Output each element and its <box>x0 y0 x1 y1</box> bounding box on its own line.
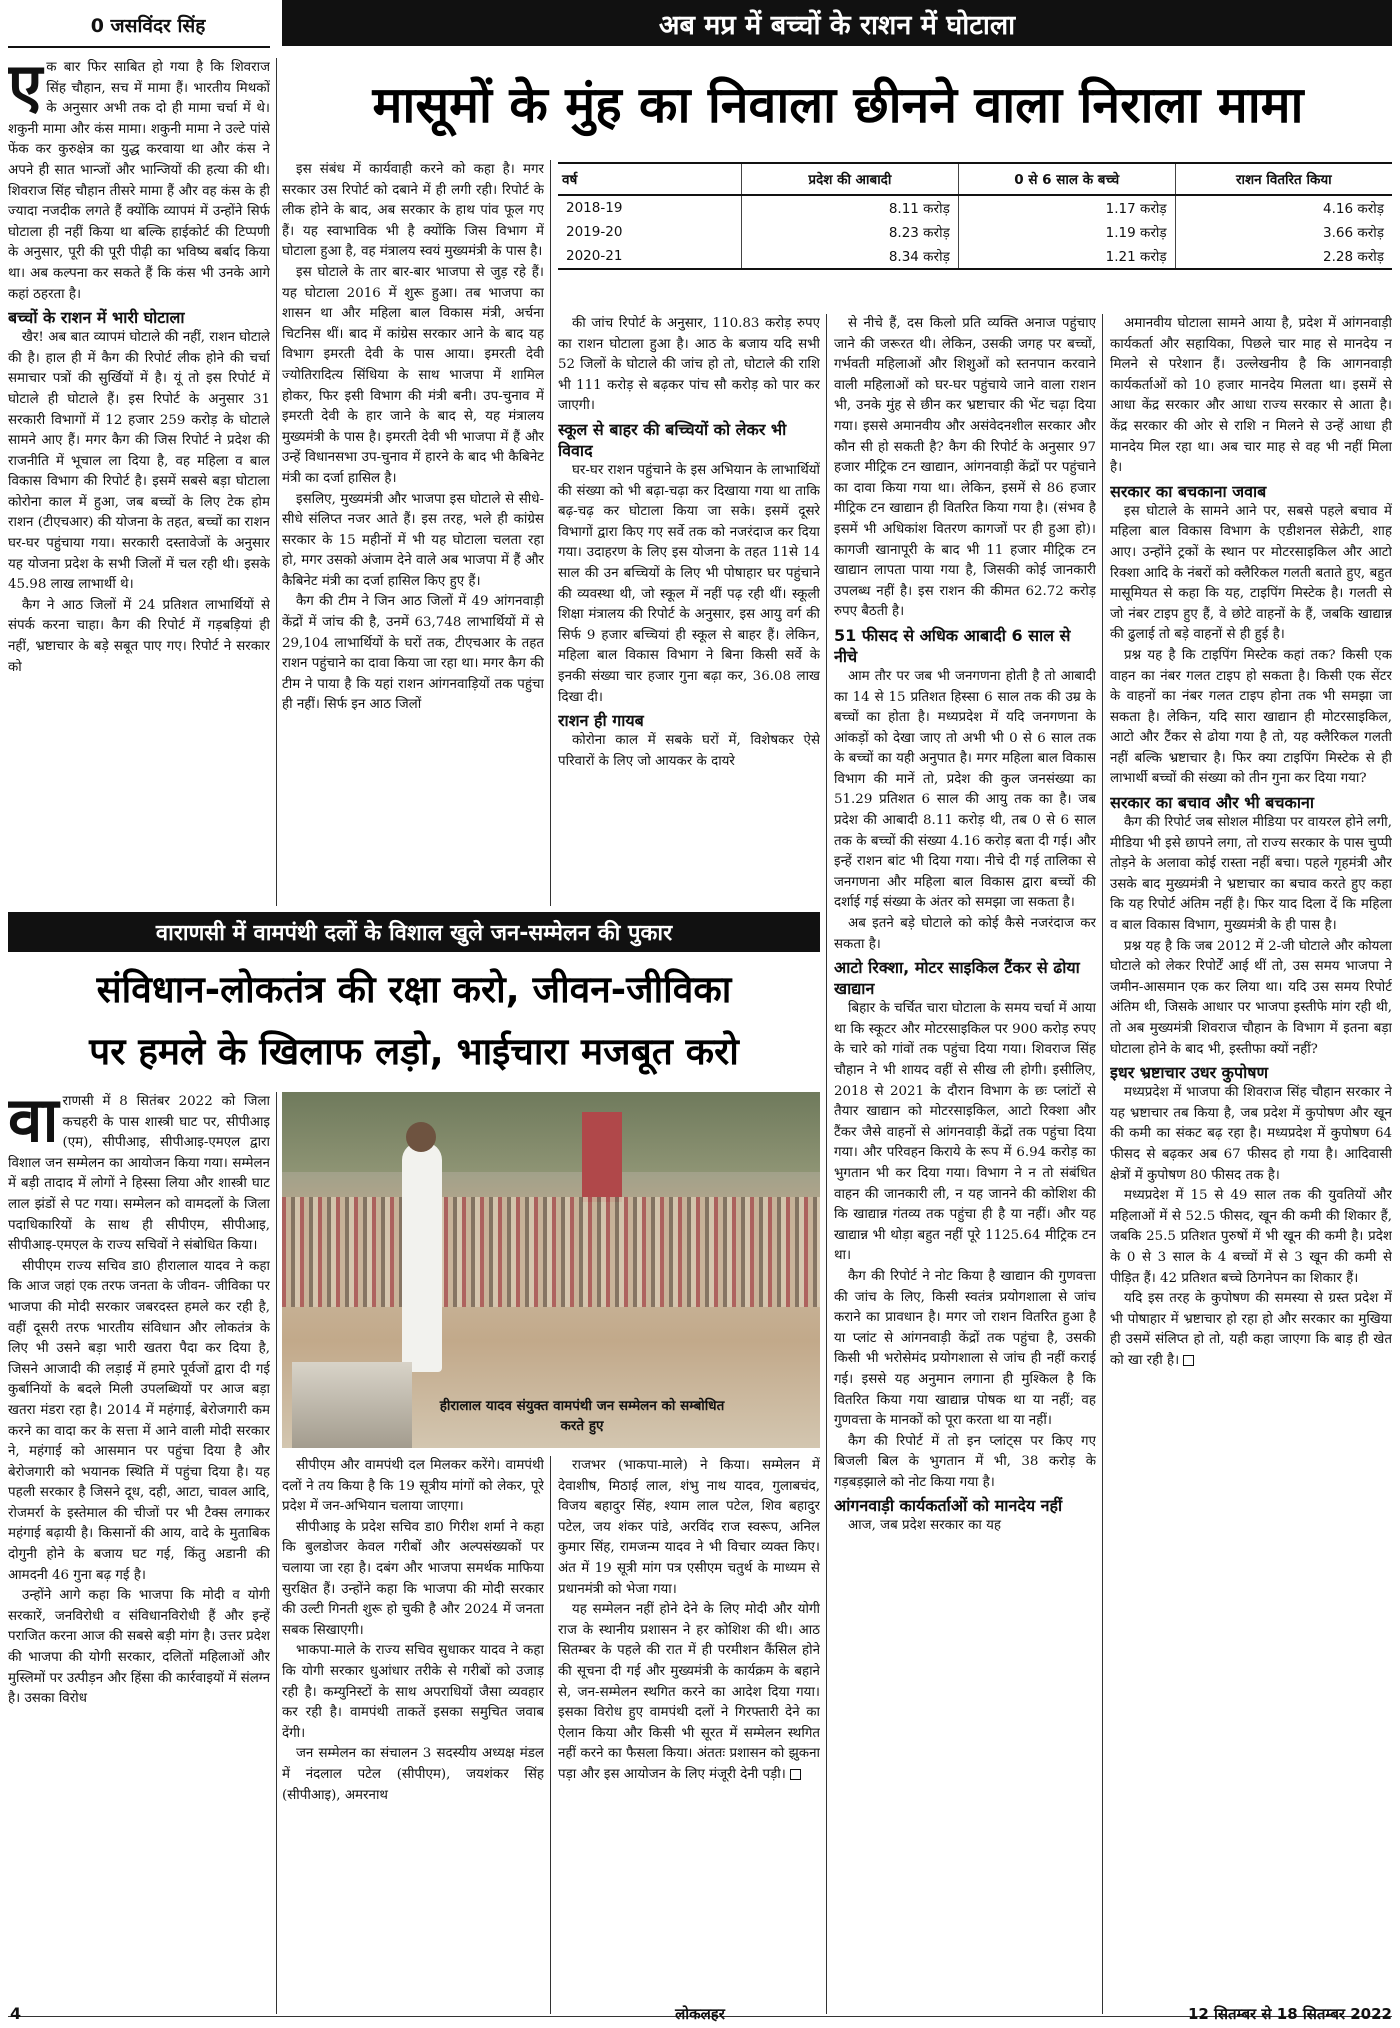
story1-col4-p6: कैग की रिपोर्ट में तो इन प्लांट्स पर किए गए बिजली बिल के भुगतान में भी, 38 करोड़ के गड़बड़झाले को नोट किया गया है। <box>834 1433 1096 1490</box>
table-cell: 2019-20 <box>558 220 741 244</box>
story1-col1-p2: खैर! अब बात व्यापमं घोटाले की नहीं, राशन घोटाले की है। हाल ही में कैग की रिपोर्ट लीक होने की चर्चा समाचार पत्रों की सुर्खियों में है। यूं तो इस रिपोर्ट में घोटाले ही घोटाले हैं। इस रिपोर्ट के अनुसार 31 सरकारी विभागों में 12 हजार 259 करोड़ के घोटाले सामने आए हैं। मगर कैग की जिस रिपोर्ट ने प्रदेश की राजनीति में भूचाल ला दिया है, वह महिला व बाल विकास विभाग की रिपोर्ट है। इसमें सबसे बड़ा घोटाला कोरोना काल में हुआ, जब बच्चों के लिए टेक होम राशन (टीएचआर) की योजना के तहत, बच्चों का राशन घर-घर पहुंचाया गया। सरकारी दस्तावेजों के अनुसार यह योजना प्रदेश के सभी जिलों में चल रही थी। इसके 45.98 लाख लाभार्थी थे। <box>8 330 270 593</box>
story1-col4-p5: कैग की रिपोर्ट ने नोट किया है खाद्यान की गुणवत्ता की जांच के लिए, किसी स्वतंत्र प्रयोगशाला से जांच कराने का प्रावधान है। मगर जो राशन वितरित हुआ है या प्लांट से आंगनवाड़ी केंद्रों तक पहुंचा है, उसकी किसी भी भरोसेमंद प्रयोगशाला से जांच ही नहीं कराई गई। इससे यह अनुमान लगाना ही मुश्किल है कि वितरित किया गया खाद्यान्न पोषक था या नहीं; वह गुणवत्ता के मानकों को पूरा करता था या नहीं। <box>834 1268 1096 1429</box>
story1-kicker: अब मप्र में बच्चों के राशन में घोटाला <box>658 9 1016 41</box>
table-cell: 3.66 करोड़ <box>1323 225 1384 241</box>
story1-col2-p4: कैग की टीम ने जिन आठ जिलों में 49 आंगनवाड़ी केंद्रों में जांच की है, उनमें 63,748 लाभार्थियों में से 29,104 लाभार्थियों के घरों तक, टीएचआर के तहत राशन पहुंचाने का दावा किया जा रहा था। मगर कैग की टीम ने पाया है कि यहां राशन आंगनवाड़ियों तक पहुंचा ही नहीं। सिर्फ इन आठ जिलों <box>282 594 544 713</box>
table-cell: 1.17 करोड़ <box>958 195 1175 220</box>
col-rule <box>550 1456 551 2014</box>
story1-subhead-9: इधर भ्रष्टाचार उधर कुपोषण <box>1110 1063 1269 1083</box>
col-rule <box>1102 314 1103 2014</box>
story1-subhead-6: आंगनवाड़ी कार्यकर्ताओं को मानदेय नहीं <box>834 1496 1063 1516</box>
col-rule <box>276 1092 277 2014</box>
story2-col3-p2: यह सम्मेलन नहीं होने देने के लिए मोदी और योगी राज के स्थानीय प्रशासन ने हर कोशिश की थी। आठ सितम्बर के पहले की रात में ही परमीशन कैंसिल होने की सूचना दी गई और मुख्यमंत्री के कार्यक्रम के बहाने से, जन-सम्मेलन स्थगित करने का आदेश दिया गया। इसका विरोध हुए वामपंथी दलों ने गिरफ्तारी देने का ऐलान किया और किसी भी सूरत में सम्मेलन स्थगित नहीं करने का फैसला किया। अंततः प्रशासन को झुकना पड़ा और इस आयोजन के लिए मंजूरी देनी पड़ी। <box>558 1602 820 1782</box>
table-cell: 8.23 करोड़ <box>741 220 958 244</box>
speaker-head <box>406 1122 436 1152</box>
col-rule <box>550 160 551 906</box>
author-byline: 0 जसविंदर सिंह <box>90 15 206 37</box>
table-cell: 2018-19 <box>558 195 741 220</box>
table-row <box>558 220 1392 244</box>
speaker-figure <box>402 1142 442 1372</box>
story1-subhead-3: राशन ही गायब <box>558 711 644 731</box>
story2-col3-p1: राजभर (भाकपा-माले) ने किया। सम्मेलन में देवाशीष, मिठाई लाल, शंभु नाथ यादव, गुलाबचंद, विजय बहादुर सिंह, श्याम लाल पटेल, शिव बहादुर पटेल, जय शंकर पांडे, अरविंद राज स्वरूप, अनिल कुमार सिंह, रामजन्म यादव ने भी विचार व्यक्त किए। अंत में 19 सूत्री मांग पत्र एसीएम चतुर्थ के माध्यम से प्रधानमंत्री को भेजा गया। <box>558 1458 820 1597</box>
table-cell: 1.19 करोड़ <box>958 220 1175 244</box>
story2-column-3 <box>558 1456 820 2014</box>
table-cell: 8.11 करोड़ <box>741 195 958 220</box>
table-header-children: 0 से 6 साल के बच्चे <box>958 164 1175 195</box>
story1-col3-p2: घर-घर राशन पहुंचाने के इस अभियान के लाभार्थियों की संख्या को भी बढ़ा-चढ़ा कर दिखाया गया था ताकि बढ़-चढ़ कर घोटाला किया जा सके। इसमें दूसरे विभागों द्वारा किए गए सर्वे तक को नजरंदाज कर दिया गया। उदाहरण के लिए इस योजना के तहत 11से 14 साल की उन बच्चियों के लिए भी पोषाहार घर पहुंचाने की व्यवस्था थी, जो स्कूल में नहीं पढ़ रही थीं। स्कूली शिक्षा मंत्रालय की रिपोर्ट के अनुसार, इस आयु वर्ग की सिर्फ 9 हजार बच्चियां ही स्कूल से बाहर हैं। लेकिन, महिला बाल विकास विभाग ने बिना किसी सर्वे के इनकी संख्या चार हजार गुना बढ़ा कर, 36.08 लाख दिखा दी। <box>558 462 820 705</box>
story1-subhead-5: आटो रिक्शा, मोटर साइकिल टैंकर से ढोया खाद्यान <box>834 958 1080 999</box>
byline-rule <box>8 46 270 48</box>
story1-col1-p3: कैग ने आठ जिलों में 24 प्रतिशत लाभार्थियों से संपर्क करना चाहा। कैग की रिपोर्ट में गड़बड़ियां ही नहीं, भ्रष्टाचार के बड़े सबूत पाए गए। रिपोर्ट ने सरकार को <box>8 597 270 675</box>
photo-caption: हीरालाल यादव संयुक्त वामपंथी जन सम्मेलन को सम्बोधित करते हुए <box>439 1398 725 1434</box>
table-cell: 4.16 करोड़ <box>1323 201 1384 217</box>
story1-kicker-banner <box>282 0 1392 46</box>
story1-col5-p5: प्रश्न यह है कि जब 2012 में 2-जी घोटाले और कोयला घोटाले को लेकर रिपोर्टें आई थीं तो, उस समय भाजपा ने जमीन-आसमान एक कर लिया था। यदि उस समय रिपोर्ट अंतिम थी, जिसके आधार पर भाजपा इस्तीफे मांग रही थी, तो अब मुख्यमंत्री शिवराज चौहान के विभाग में इतना बड़ा घोटाला होने के बाद भी, इस्तीफा क्यों नहीं? <box>1110 938 1392 1057</box>
story1-col3-p3: कोरोना काल में सबके घरों में, विशेषकर ऐसे परिवारों के लिए जो आयकर के दायरे <box>558 733 820 769</box>
story1-col5-p2: इस घोटाले के सामने आने पर, सबसे पहले बचाव में महिला बाल विकास विभाग के एडीशनल सेक्रेटी, शाह आए। उन्होंने ट्रकों के स्थान पर मोटरसाइकिल और आटो रिक्शा आदि के नंबरों को क्लैरिकल गलती बताते हुए, बहुत मासूमियत से कहा कि यह, टाइपिंग मिस्टेक है। गलती से जो नंबर टाइप हुए हैं, वे छोटे वाहनों के हैं, जबकि खाद्यान्न की ढुलाई तो बड़े वाहनों से ही हुई है। <box>1110 503 1392 643</box>
story2-headline-line-1: संविधान-लोकतंत्र की रक्षा करो, जीवन-जीविका <box>96 968 732 1011</box>
story1-col4-p3: अब इतने बड़े घोटाले को कोई कैसे नजरंदाज कर सकता है। <box>834 916 1096 952</box>
story1-col4-p1: से नीचे हैं, दस किलो प्रति व्यक्ति अनाज पहुंचाए जाने की जरूरत थी। लेकिन, उसकी जगह पर बच्चों, गर्भवती महिलाओं और शिशुओं को स्तनपान करवाने वाली महिलाओं को घर-घर पहुंचाये जाने वाला राशन भी, उनके मुंह से छीन कर भ्रष्टाचार की भेंट चढ़ा दिया गया। इससे अमानवीय और असंवेदनशील सरकार और कौन सी हो सकती है? कैग की रिपोर्ट के अनुसार 97 हजार मीट्रिक टन खाद्यान, आंगनवाड़ी केंद्रों पर पहुंचाने का दावा किया गया था। लेकिन, इसमें से 86 हजार मीट्रिक टन खाद्यान ही वितरित किया गया है। (संभव है इसमें भी अधिकांश वितरण कागजों पर ही हुआ हो)। कागजी खानापूरी के बाद भी 11 हजार मीट्रिक टन खाद्यान लापता पाया गया है, जिसकी कोई जानकारी उपलब्ध नहीं है। इस राशन की कीमत 62.72 करोड़ रुपए बैठती है। <box>834 316 1096 620</box>
story1-col5-p3: प्रश्न यह है कि टाइपिंग मिस्टेक कहां तक? किसी एक वाहन का नंबर गलत टाइप हो सकता है। किसी एक सेंटर के वाहनों का नंबर गलत टाइप होना तक भी समझा जा सकता है। लेकिन, यदि सारा खाद्यान ही मोटरसाइकिल, आटो और टैंकर से ढोया गया है तो, यह क्लैरिकल गलती नहीं बल्कि भ्रष्टाचार है। फिर क्या टाइपिंग मिस्टेक से ही लाभार्थी बच्चों की संख्या को तीन गुना कर दिया गया? <box>1110 647 1392 787</box>
table-header-year: वर्ष <box>558 164 741 195</box>
story1-subhead-2: स्कूल से बाहर की बच्चियों को लेकर भी विवाद <box>558 419 787 460</box>
rally-photo <box>282 1092 820 1448</box>
story1-column-5 <box>1110 314 1392 2014</box>
story1-headline: मासूमों के मुंह का निवाला छीनने वाला निराला मामा <box>372 76 1304 134</box>
story2-col1-p2: सीपीएम राज्य सचिव डा0 हीरालाल यादव ने कहा कि आज जहां एक तरफ जनता के जीवन- जीविका पर भाजपा की मोदी सरकार जबरदस्त हमले कर रही है, वहीं दूसरी तरफ भारतीय संविधान और लोकतंत्र के लिए भी उसने बड़ा भारी खतरा पैदा कर दिया है, जिसने आजादी की लड़ाई में हमारे पूर्वजों द्वारा दी गई कुर्बानियों के बदले मिली उपलब्धियों पर आज बड़ा खतरा मंडरा रहा है। 2014 में महंगाई, बेरोजगारी कम करने का वादा कर के सत्ता में आने वाली मोदी सरकार ने, महंगाई को आसमान पर पहुंचा दिया है और बेरोजगारी को भयानक स्थिति में पहुंचा दिया है। यह पहली सरकार है जिसने दूध, दही, आटा, चावल आदि, रोजमर्रा के इस्तेमाल की चीजों पर भी टैक्स लगाकर महंगाई बढ़ायी है। किसानों की आय, वादे के मुताबिक दोगुनी होने के बजाय घट गई, किंतु अडानी की आमदनी 46 गुना बढ़ गई है। <box>8 1258 270 1583</box>
story1-subhead-1: बच्चों के राशन में भारी घोटाला <box>8 308 185 328</box>
story1-subhead-8: सरकार का बचाव और भी बचकाना <box>1110 793 1315 813</box>
table-cell: 2020-21 <box>558 244 741 268</box>
story2-headline-line-2: पर हमले के खिलाफ लड़ो, भाईचारा मजबूत करो <box>89 1030 739 1073</box>
stage-structure <box>582 1112 622 1202</box>
story2-column-1 <box>8 1092 270 2014</box>
table-cell: 2.28 करोड़ <box>1323 249 1384 265</box>
story2-col2-p2: सीपीआइ के प्रदेश सचिव डा0 गिरीश शर्मा ने कहा कि बुलडोजर केवल गरीबों और अल्पसंख्यकों पर चलाया जा रहा है। दबंग और भाजपा समर्थक माफिया सुरक्षित हैं। उन्होंने कहा कि भाजपा की मोदी सरकार की उल्टी गिनती शुरू हो चुकी है और 2024 में जनता सबक सिखाएगी। <box>282 1519 544 1638</box>
story1-col5-p1: अमानवीय घोटाला सामने आया है, प्रदेश में आंगनवाड़ी कार्यकर्ता और सहायिका, पिछले चार माह से मानदेय न मिलने से परेशान हैं। उल्लेखनीय है कि आगनवाड़ी कार्यकर्ताओं को 10 हजार मानदेय मिलता था। इसमें से आधा केंद्र सरकार और आधा राज्य सरकार से आता है। केंद्र सरकार की ओर से राशि न मिलने से उन्हें आधा ही मानदेय मिल रहा था। अब चार माह से वह भी नहीं मिला है। <box>1110 316 1392 476</box>
end-mark-icon <box>1183 1355 1194 1366</box>
table-header-population: प्रदेश की आबादी <box>741 164 958 195</box>
end-mark-icon <box>790 1769 801 1780</box>
story2-col2-p1: सीपीएम और वामपंथी दल मिलकर करेंगे। वामपंथी दलों ने तय किया है कि 19 सूत्रीय मांगों को लेकर, पूरे प्रदेश में जन-अभियान चलाया जाएगा। <box>282 1458 544 1515</box>
story1-column-2 <box>282 160 544 906</box>
story1-subhead-7: सरकार का बचकाना जवाब <box>1110 481 1267 501</box>
publication-name: लोकलहर <box>675 2005 725 2023</box>
story1-col4-p2: आम तौर पर जब भी जनगणना होती है तो आबादी का 14 से 15 प्रतिशत हिस्सा 6 साल तक की उम्र के बच्चों का होता है। मध्यप्रदेश में यदि जनगणना के आंकड़ों को देखा जाए तो अभी भी 0 से 6 साल तक के बच्चों का यही अनुपात है। मगर महिला बाल विकास विभाग की मानें तो, प्रदेश की कुल जनसंख्या का 51.29 प्रतिशत 6 साल की आयु तक का है। जब प्रदेश की आबादी 8.11 करोड़ थी, तब 0 से 6 साल तक के बच्चों की संख्या 4.16 करोड़ बता दी गई। और इन्हें राशन बांट भी दिया गया। नीचे दी गई तालिका से जनगणना और महिला बाल विकास द्वारा बच्चों की दर्शाई गई संख्या के अंतर को समझा जा सकता है। <box>834 668 1096 911</box>
col-rule <box>826 314 827 2014</box>
story1-col2-p1: इस संबंध में कार्यवाही करने को कहा है। मगर सरकार उस रिपोर्ट को दबाने में ही लगी रही। रिपोर्ट के लीक होने के बाद, अब सरकार के हाथ पांव फूल गए हैं। यह स्वाभाविक भी है क्योंकि जिस विभाग में घोटाला हुआ है, वह मंत्रालय स्वयं मुख्यमंत्री के पास है। <box>282 162 544 260</box>
story1-column-3 <box>558 314 820 906</box>
crowd-area <box>282 1197 820 1307</box>
story1-col2-p3: इसलिए, मुख्यमंत्री और भाजपा इस घोटाले से सीधे-सीधे संलिप्त नजर आते हैं। इस तरह, भले ही कांग्रेस सरकार के 15 महीनों में भी यह घोटाला चलता रहा हो, मगर उसको अंजाम देने वाले अब भाजपा में हैं और कैबिनेट मंत्री का दर्जा हासिल किए हुए हैं। <box>282 491 544 589</box>
foreground-figure <box>292 1362 412 1448</box>
story1-col5-p7: मध्यप्रदेश में 15 से 49 साल तक की युवतियों और महिलाओं में से 52.5 फीसद, खून की कमी की शिकार हैं, जबकि 25.5 प्रतिशत पुरुषों में भी खून की कमी है। प्रदेश के 0 से 3 साल के 4 बच्चों में से 3 खून की कमी से पीड़ित हैं। 42 प्रतिशत बच्चे ठिगनेपन का शिकार हैं। <box>1110 1188 1392 1286</box>
table-row <box>558 244 1392 268</box>
story1-dropcap: ए <box>8 58 43 122</box>
story1-column-1 <box>8 58 270 906</box>
story1-subhead-4: 51 फीसद से अधिक आबादी 6 साल से नीचे <box>834 625 1071 666</box>
story2-col2-p4: जन सम्मेलन का संचालन 3 सदस्यीय अध्यक्ष मंडल में नंदलाल पटेल (सीपीएम), जयशंकर सिंह (सीपीआइ), अमरनाथ <box>282 1746 544 1803</box>
story2-kicker-banner <box>8 912 820 952</box>
story2-kicker: वाराणसी में वामपंथी दलों के विशाल खुले जन-सम्मेलन की पुकार <box>155 921 673 946</box>
story2-col1-p1: राणसी में 8 सितंबर 2022 को जिला कचहरी के पास शास्त्री घाट पर, सीपीआइ (एम), सीपीआइ, सीपीआइ-एमएल द्वारा विशाल जन सम्मेलन का आयोजन किया गया। सम्मेलन में बड़ी तादाद में लोगों ने हिस्सा लिया और शास्त्री घाट लाल झंडों से पट गया। सम्मेलन को वामदलों के जिला पदाधिकारियों के साथ ही सीपीएम, सीपीआइ, सीपीआइ-एमएल के राज्य सचिवों ने संबोधित किया। <box>8 1094 270 1254</box>
census-vs-ration-table <box>558 162 1392 270</box>
issue-date-range: 12 सितम्बर से 18 सितम्बर 2022 <box>1187 2005 1392 2023</box>
story1-col4-p7: आज, जब प्रदेश सरकार का यह <box>848 1518 1001 1534</box>
story2-dropcap: वा <box>8 1092 59 1156</box>
story1-col2-p2: इस घोटाले के तार बार-बार भाजपा से जुड़ रहे हैं। यह घोटाला 2016 में शुरू हुआ। तब भाजपा का शासन था और महिला बाल विकास मंत्री, अर्चना चिटनिस थीं। बाद में कांग्रेस सरकार आने के बाद यह विभाग इमरती देवी के पास आया। इमरती देवी ज्योतिरादित्य सिंधिया के साथ भाजपा में शामिल होकर, फिर इसी विभाग की मंत्री बनी। उप-चुनाव में इमरती देवी के हार जाने के बाद से, यह मंत्रालय मुख्यमंत्री के पास है। इमरती देवी भी भाजपा में हैं और उन्हें विधानसभा उप-चुनाव में हारने के बाद भी कैबिनेट मंत्री का दर्जा हासिल है। <box>282 264 544 486</box>
table-row <box>558 195 1392 220</box>
story1-col4-p4: बिहार के चर्चित चारा घोटाला के समय चर्चा में आया था कि स्कूटर और मोटरसाइकिल पर 900 करोड़ रुपए के चारे को गांवों तक पहुंचा दिया गया। शिवराज सिंह चौहान ने भी शायद वहीं से सीख ली होगी। इसीलिए, 2018 से 2021 के दौरान विभाग के छः प्लांटों से तैयार खाद्यान को मोटरसाइकिल, आटो रिक्शा और टैंकर जैसे वाहनों से आंगनवाड़ी केंद्रों तक पहुंचा दिया गया। और परिवहन किराये के रूप में 6.94 करोड़ का भुगतान भी कर दिया गया। विभाग ने न तो संबंधित वाहन की जानकारी ली, न यह जानने की कोशिश की कि खाद्यान्न गंतव्य तक पहुंचा ही है या नहीं। और यह खाद्यान्न भी थोड़ा बहुत नहीं पूरे 1125.64 मीट्रिक टन था। <box>834 1001 1096 1264</box>
story1-col5-p4: कैग की रिपोर्ट जब सोशल मीडिया पर वायरल होने लगी, मीडिया भी इसे छापने लगा, तो राज्य सरकार के पास चुप्पी तोड़ने के अलावा कोई रास्ता नहीं बचा। पहले गृहमंत्री और उसके बाद मुख्यमंत्री ने भ्रष्टाचार का बचाव करते हुए कहा कि यह रिपोर्ट अंतिम नहीं है। फिर याद दिला दें कि महिला व बाल विकास विभाग, मुख्यमंत्री के ही पास है। <box>1110 815 1392 934</box>
trees-backdrop <box>282 1092 820 1172</box>
table-cell: 1.21 करोड़ <box>958 244 1175 268</box>
page-number: 4 <box>10 2004 22 2023</box>
col-rule <box>276 58 277 906</box>
table-cell: 8.34 करोड़ <box>741 244 958 268</box>
story1-column-4 <box>834 314 1096 2014</box>
story1-col1-p1: क बार फिर साबित हो गया है कि शिवराज सिंह चौहान, सच में मामा हैं। भारतीय मिथकों के अनुसार अभी तक दो ही मामा चर्चा में थे। शकुनी मामा और कंस मामा। शकुनी मामा ने उल्टे पांसे फेंक कर कुरुक्षेत्र का युद्ध करवाया था और कंस ने अपने ही सात भान्जों और भान्जियों की हत्या की थी। शिवराज सिंह चौहान तीसरे मामा हैं और वह कंस के ही ज्यादा नजदीक लगते हैं क्योंकि व्यापमं में उन्होंने सिर्फ घोटाला ही नहीं किया था बल्कि हाईकोर्ट की टिप्पणी के अनुसार, पूरी की पूरी पीढ़ी का भविष्य बर्बाद किया था। अब कल्पना कर सकते हैं कि कंस भी उनके आगे कहां ठहरता है। <box>8 60 270 302</box>
table-header-ration: राशन वितरित किया <box>1175 164 1392 195</box>
story1-col5-p8: यदि इस तरह के कुपोषण की समस्या से ग्रस्त प्रदेश में भी पोषाहार में भ्रष्टाचार हो रहा हो और सरकार का मुखिया ही उसमें संलिप्त हो तो, यही कहा जाएगा कि बाड़ ही खेत को खा रही है। <box>1110 1291 1392 1368</box>
story2-col1-p3: उन्होंने आगे कहा कि भाजपा कि मोदी व योगी सरकारें, जनविरोधी व संविधानविरोधी हैं और इन्हें पराजित करना आज की सबसे बड़ी मांग है। उत्तर प्रदेश की भाजपा की योगी सरकार, दलितों महिलाओं और मुस्लिमों पर उत्पीड़न और हिंसा की कार्रवाइयों में संलग्न है। उसका विरोध <box>8 1588 270 1707</box>
story1-col3-p1: की जांच रिपोर्ट के अनुसार, 110.83 करोड़ रुपए का राशन घोटाला हुआ है। आठ के बजाय यदि सभी 52 जिलों के घोटाले की जांच हो तो, घोटाले की राशि भी 111 करोड़ से बढ़कर पांच सौ करोड़ को पार कर जाएगी। <box>558 316 820 414</box>
story1-col5-p6: मध्यप्रदेश में भाजपा की शिवराज सिंह चौहान सरकार ने यह भ्रष्टाचार तब किया है, जब प्रदेश में कुपोषण और खून की कमी का संकट बढ़ रहा है। मध्यप्रदेश में कुपोषण 64 फीसद से बढ़कर अब 67 फीसद हो गया है। आदिवासी क्षेत्रों में कुपोषण 80 फीसद तक है। <box>1110 1085 1392 1183</box>
story2-column-2 <box>282 1456 544 2014</box>
story2-col2-p3: भाकपा-माले के राज्य सचिव सुधाकर यादव ने कहा कि योगी सरकार धुआंधार तरीके से गरीबों को उजाड़ रही है। कम्युनिस्टों के साथ अपराधियों जैसा व्यवहार कर रही है। वामपंथी ताकतें इसका समुचित जवाब देंगी। <box>282 1643 544 1741</box>
